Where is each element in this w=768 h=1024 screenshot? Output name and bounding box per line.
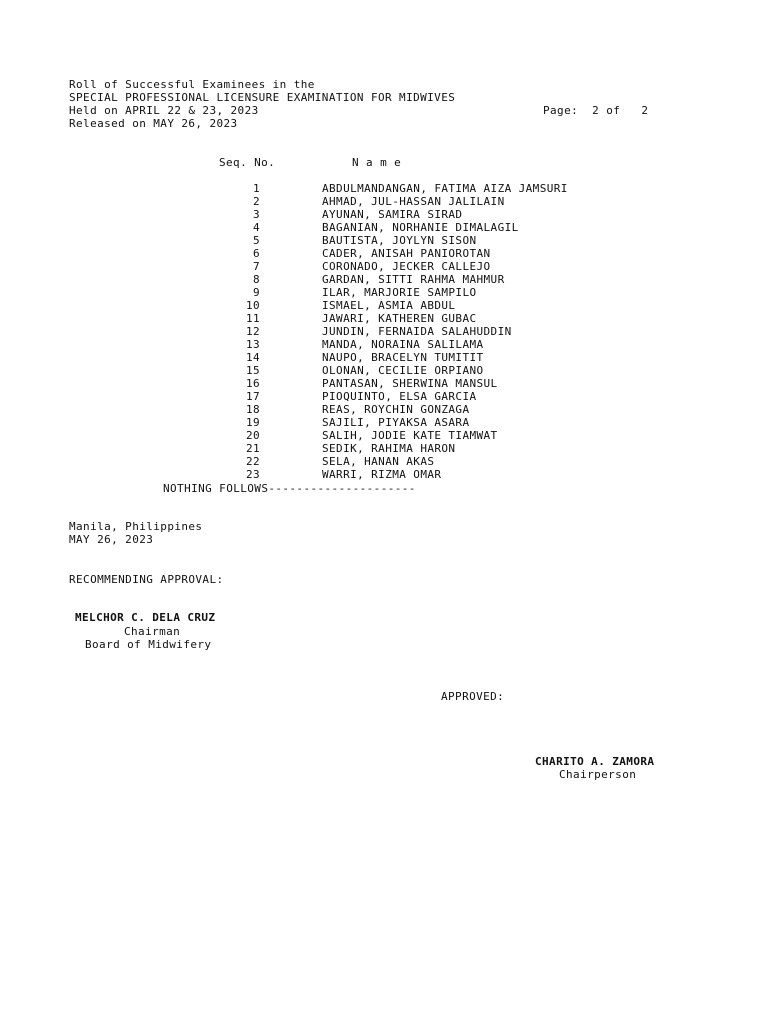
examinee-name: SALIH, JODIE KATE TIAMWAT bbox=[322, 429, 498, 442]
list-item bbox=[0, 247, 600, 260]
examinee-name: GARDAN, SITTI RAHMA MAHMUR bbox=[322, 273, 505, 286]
list-item bbox=[0, 390, 600, 403]
examinee-name: NAUPO, BRACELYN TUMITIT bbox=[322, 351, 484, 364]
list-item bbox=[0, 429, 600, 442]
recommender-name: MELCHOR C. DELA CRUZ bbox=[75, 611, 216, 624]
list-item bbox=[0, 442, 600, 455]
recommending-label: RECOMMENDING APPROVAL: bbox=[69, 573, 224, 586]
examinee-name: AYUNAN, SAMIRA SIRAD bbox=[322, 208, 463, 221]
examinee-name: BAGANIAN, NORHANIE DIMALAGIL bbox=[322, 221, 519, 234]
seq-number: 1 bbox=[252, 182, 260, 195]
header-line-1: Roll of Successful Examinees in the bbox=[69, 78, 315, 91]
list-item bbox=[0, 416, 600, 429]
seq-number: 8 bbox=[252, 273, 260, 286]
examinee-name: WARRI, RIZMA OMAR bbox=[322, 468, 442, 481]
column-header-name: N a m e bbox=[352, 156, 402, 169]
place-date: MAY 26, 2023 bbox=[69, 533, 154, 546]
list-item bbox=[0, 234, 600, 247]
list-item bbox=[0, 351, 600, 364]
examinee-name: ABDULMANDANGAN, FATIMA AIZA JAMSURI bbox=[322, 182, 568, 195]
examinee-name: ILAR, MARJORIE SAMPILO bbox=[322, 286, 477, 299]
seq-number: 16 bbox=[245, 377, 260, 390]
place-city: Manila, Philippines bbox=[69, 520, 203, 533]
seq-number: 3 bbox=[252, 208, 260, 221]
list-item bbox=[0, 455, 600, 468]
examinee-name: CORONADO, JECKER CALLEJO bbox=[322, 260, 491, 273]
seq-number: 14 bbox=[245, 351, 260, 364]
approver-name: CHARITO A. ZAMORA bbox=[535, 755, 655, 768]
list-item bbox=[0, 299, 600, 312]
list-item bbox=[0, 208, 600, 221]
list-item bbox=[0, 312, 600, 325]
list-item bbox=[0, 325, 600, 338]
approver-title: Chairperson bbox=[559, 768, 637, 781]
seq-number: 7 bbox=[252, 260, 260, 273]
examinee-name: OLONAN, CECILIE ORPIANO bbox=[322, 364, 484, 377]
recommender-board: Board of Midwifery bbox=[85, 638, 212, 651]
seq-number: 22 bbox=[245, 455, 260, 468]
examinee-name: JUNDIN, FERNAIDA SALAHUDDIN bbox=[322, 325, 512, 338]
list-item bbox=[0, 273, 600, 286]
examinee-name: AHMAD, JUL-HASSAN JALILAIN bbox=[322, 195, 505, 208]
examinee-name: REAS, ROYCHIN GONZAGA bbox=[322, 403, 470, 416]
seq-number: 5 bbox=[252, 234, 260, 247]
list-item bbox=[0, 260, 600, 273]
examinee-name: MANDA, NORAINA SALILAMA bbox=[322, 338, 484, 351]
list-item bbox=[0, 286, 600, 299]
seq-number: 23 bbox=[245, 468, 260, 481]
list-item bbox=[0, 364, 600, 377]
held-date: Held on APRIL 22 & 23, 2023 bbox=[69, 104, 259, 117]
examinee-name: PANTASAN, SHERWINA MANSUL bbox=[322, 377, 498, 390]
recommender-title: Chairman bbox=[124, 625, 181, 638]
examinee-name: SELA, HANAN AKAS bbox=[322, 455, 435, 468]
seq-number: 11 bbox=[245, 312, 260, 325]
seq-number: 6 bbox=[252, 247, 260, 260]
exam-title: SPECIAL PROFESSIONAL LICENSURE EXAMINATION FOR MIDWIVES bbox=[69, 91, 456, 104]
seq-number: 13 bbox=[245, 338, 260, 351]
examinee-name: BAUTISTA, JOYLYN SISON bbox=[322, 234, 477, 247]
seq-number: 20 bbox=[245, 429, 260, 442]
seq-number: 2 bbox=[252, 195, 260, 208]
examinee-name: SAJILI, PIYAKSA ASARA bbox=[322, 416, 470, 429]
examinee-name: CADER, ANISAH PANIOROTAN bbox=[322, 247, 491, 260]
seq-number: 10 bbox=[245, 299, 260, 312]
seq-number: 4 bbox=[252, 221, 260, 234]
examinee-name: PIOQUINTO, ELSA GARCIA bbox=[322, 390, 477, 403]
examinee-name: SEDIK, RAHIMA HARON bbox=[322, 442, 456, 455]
list-item bbox=[0, 195, 600, 208]
seq-number: 15 bbox=[245, 364, 260, 377]
page-number: Page: 2 of 2 bbox=[543, 104, 649, 117]
seq-number: 9 bbox=[252, 286, 260, 299]
list-item bbox=[0, 182, 600, 195]
list-item bbox=[0, 403, 600, 416]
nothing-follows: NOTHING FOLLOWS--------------------- bbox=[163, 482, 416, 495]
list-item bbox=[0, 221, 600, 234]
seq-number: 17 bbox=[245, 390, 260, 403]
seq-number: 12 bbox=[245, 325, 260, 338]
list-item bbox=[0, 338, 600, 351]
approved-label: APPROVED: bbox=[441, 690, 505, 703]
seq-number: 19 bbox=[245, 416, 260, 429]
seq-number: 18 bbox=[245, 403, 260, 416]
column-header-seq: Seq. No. bbox=[219, 156, 276, 169]
released-date: Released on MAY 26, 2023 bbox=[69, 117, 238, 130]
list-item bbox=[0, 468, 600, 481]
examinee-name: JAWARI, KATHEREN GUBAC bbox=[322, 312, 477, 325]
examinee-name: ISMAEL, ASMIA ABDUL bbox=[322, 299, 456, 312]
seq-number: 21 bbox=[245, 442, 260, 455]
list-item bbox=[0, 377, 600, 390]
